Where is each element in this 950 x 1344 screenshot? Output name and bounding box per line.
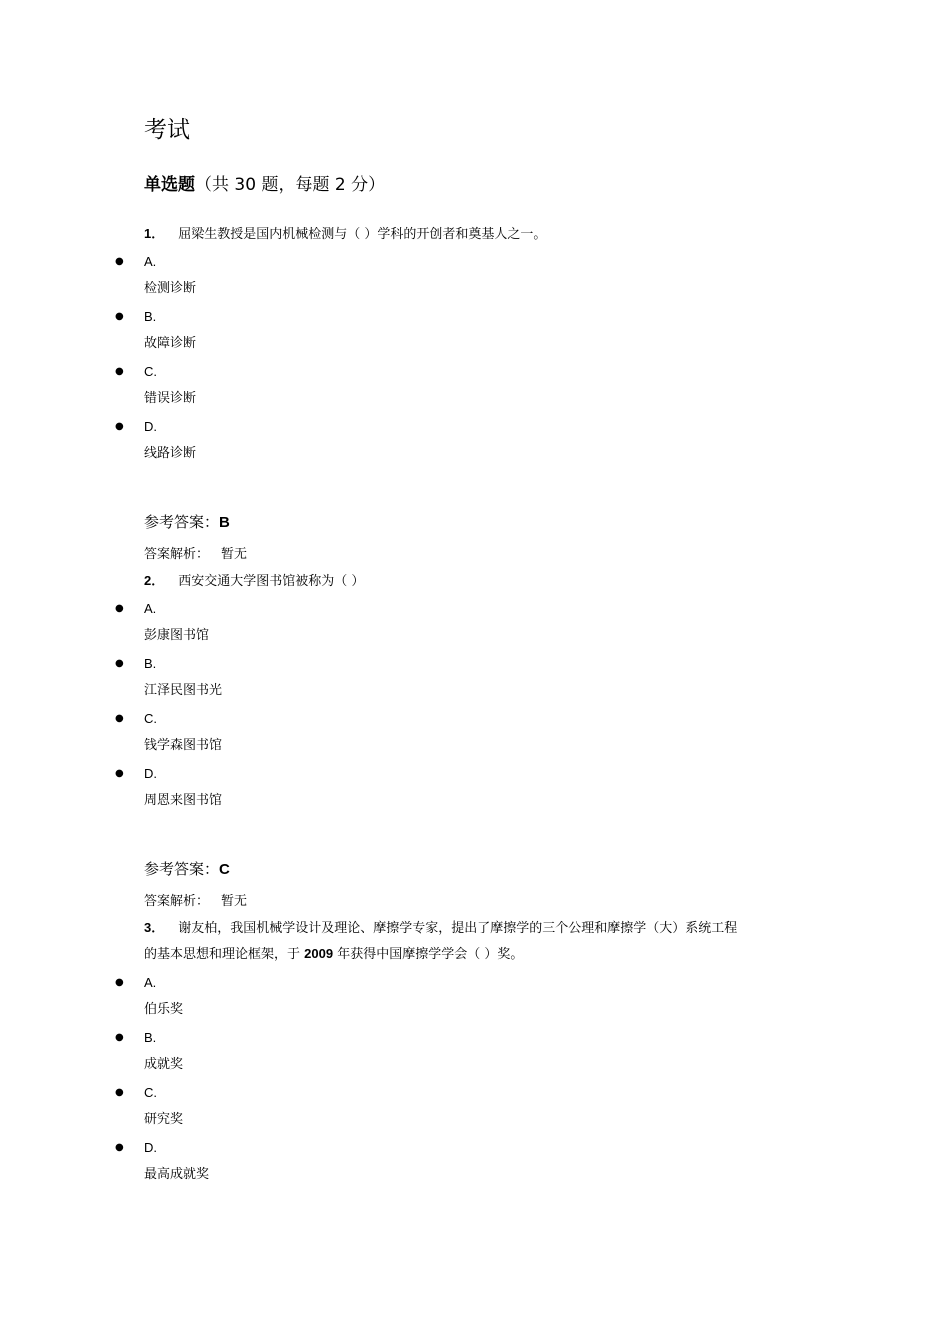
section-note: （共 30 题，每题 2 分） — [195, 175, 386, 195]
option-text: 错误诊断 — [144, 391, 197, 406]
option-text: 故障诊断 — [144, 336, 197, 351]
option-bullet: ● — [115, 658, 124, 669]
option-letter: D. — [144, 1140, 157, 1155]
option-bullet: ● — [115, 603, 124, 614]
explanation-label: 答案解析： — [144, 547, 210, 562]
answer-label: 参考答案： — [144, 860, 220, 878]
option-letter: C. — [144, 364, 157, 379]
question-1 — [144, 224, 546, 245]
option-text: 成就奖 — [144, 1057, 184, 1072]
option-bullet: ● — [115, 256, 124, 267]
option-bullet: ● — [115, 1032, 124, 1043]
option-text: 周恩来图书馆 — [144, 793, 223, 808]
answer-explanation — [144, 545, 247, 565]
section-heading — [144, 172, 385, 198]
option-letter: B. — [144, 656, 157, 671]
reference-answer — [144, 511, 230, 534]
option-text: 彭康图书馆 — [144, 628, 210, 643]
question-text: 西安交通大学图书馆被称为（ ） — [178, 574, 365, 589]
option-bullet: ● — [115, 366, 124, 377]
question-number: 1． — [144, 226, 165, 241]
option-text: 江泽民图书光 — [144, 683, 223, 698]
question-number: 2． — [144, 573, 165, 588]
question-text-line1: 谢友柏，我国机械学设计及理论、摩擦学专家，提出了摩擦学的三个公理和摩擦学（大）系统工程 — [178, 921, 738, 936]
option-text: 线路诊断 — [144, 446, 197, 461]
option-text: 钱学森图书馆 — [144, 738, 223, 753]
option-bullet: ● — [115, 1142, 124, 1153]
option-letter: B. — [144, 309, 157, 324]
option-letter: C. — [144, 1085, 157, 1100]
answer-value: C — [219, 861, 230, 878]
question-text: 屈梁生教授是国内机械检测与（ ）学科的开创者和奠基人之一。 — [178, 227, 547, 242]
option-letter: D. — [144, 766, 157, 781]
answer-value: B — [219, 514, 230, 531]
option-text: 研究奖 — [144, 1112, 184, 1127]
reference-answer — [144, 858, 230, 881]
option-letter: A. — [144, 601, 157, 616]
option-bullet: ● — [115, 977, 124, 988]
option-letter: B. — [144, 1030, 157, 1045]
answer-label: 参考答案： — [144, 513, 220, 531]
option-letter: C. — [144, 711, 157, 726]
option-letter: D. — [144, 419, 157, 434]
option-text: 伯乐奖 — [144, 1002, 184, 1017]
option-letter: A. — [144, 975, 157, 990]
option-letter: A. — [144, 254, 157, 269]
option-text: 检测诊断 — [144, 281, 197, 296]
explanation-text: 暂无 — [221, 547, 248, 562]
option-bullet: ● — [115, 768, 124, 779]
option-bullet: ● — [115, 421, 124, 432]
explanation-text: 暂无 — [221, 894, 248, 909]
option-bullet: ● — [115, 713, 124, 724]
question-3 — [144, 918, 737, 939]
question-text-line2: 的基本思想和理论框架，于 2009 年获得中国摩擦学学会（ ）奖。 — [144, 946, 524, 962]
option-bullet: ● — [115, 311, 124, 322]
award-year: 2009 — [304, 946, 334, 961]
question-number: 3． — [144, 920, 165, 935]
answer-explanation — [144, 892, 247, 912]
option-text: 最高成就奖 — [144, 1167, 210, 1182]
section-type: 单选题 — [144, 175, 195, 195]
explanation-label: 答案解析： — [144, 894, 210, 909]
option-bullet: ● — [115, 1087, 124, 1098]
page-title: 考试 — [144, 117, 190, 143]
question-2 — [144, 571, 364, 592]
